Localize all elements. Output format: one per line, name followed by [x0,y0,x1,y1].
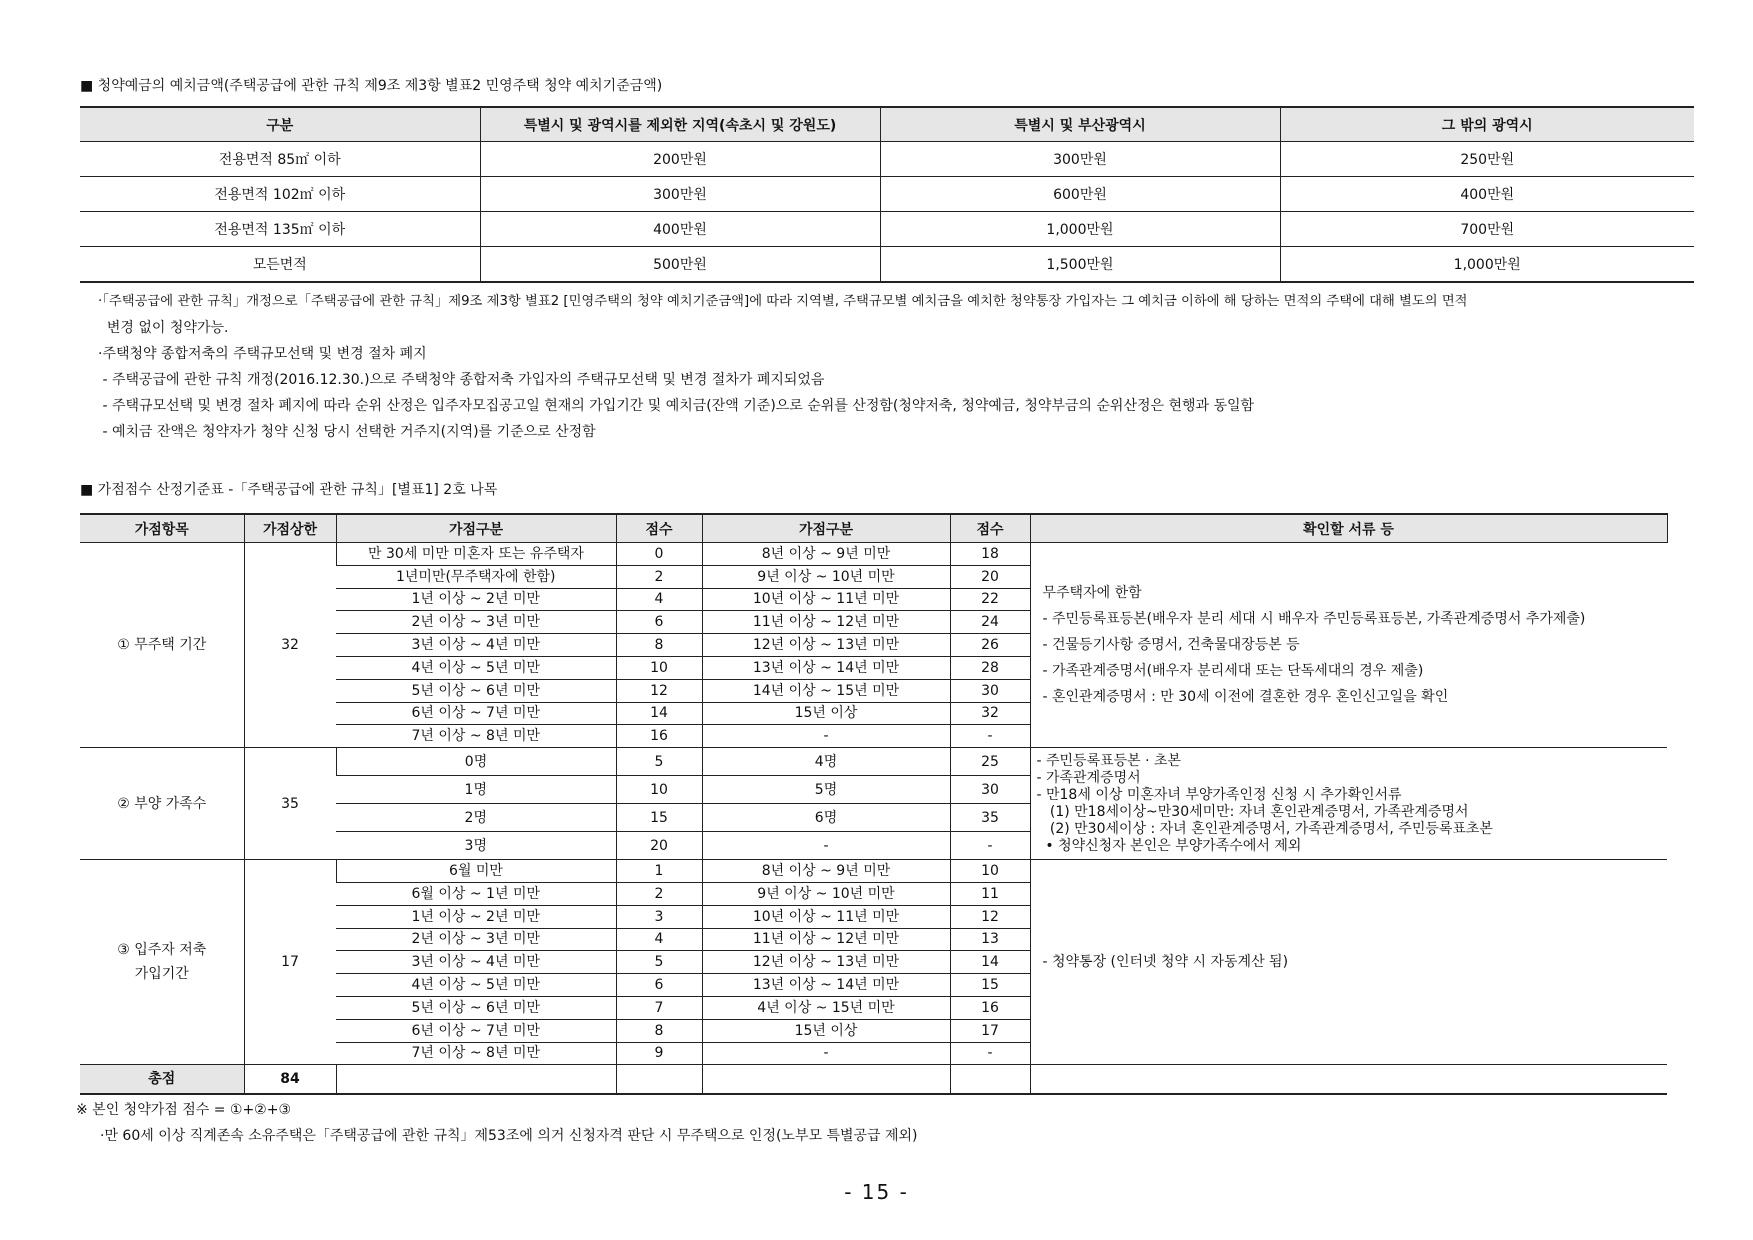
cell: 17 [950,1019,1030,1042]
cell: 1,000만원 [1280,247,1694,283]
cell: 22 [950,588,1030,611]
cell: 16 [616,725,702,748]
cell: 400만원 [480,212,880,247]
header-range-b: 가점구분 [702,514,950,543]
table-row [80,543,1667,566]
cell: 32 [950,702,1030,725]
doc-line: - 가족관계증명서 [1036,769,1141,786]
cell [336,1065,616,1095]
cell: 5명 [702,776,950,804]
cell: 10년 이상 ~ 11년 미만 [702,588,950,611]
cell: 10 [950,860,1030,883]
max-savings-period: 17 [244,860,336,1065]
cell: 11년 이상 ~ 12년 미만 [702,928,950,951]
cell: 500만원 [480,247,880,283]
cell: 15 [950,974,1030,997]
cell: 7년 이상 ~ 8년 미만 [336,725,616,748]
max-no-house-period: 32 [244,543,336,748]
cell: 3 [616,905,702,928]
cell: 4년 이상 ~ 5년 미만 [336,974,616,997]
cell: 300만원 [480,177,880,212]
header-other-regions: 특별시 및 광역시를 제외한 지역(속초시 및 강원도) [480,107,880,142]
header-seoul-busan: 특별시 및 부산광역시 [880,107,1280,142]
doc-line: (2) 만30세이상 : 자녀 혼인관계증명서, 가족관계증명서, 주민등록표초본 [1036,820,1493,837]
cell: 12 [950,905,1030,928]
cell: 5 [616,748,702,776]
item-no-house-period: ① 무주택 기간 [80,543,244,748]
cell: 4년 이상 ~ 15년 미만 [702,996,950,1019]
cell: 13년 이상 ~ 14년 미만 [702,656,950,679]
cell: 9년 이상 ~ 10년 미만 [702,882,950,905]
note-line: 변경 없이 청약가능. [98,320,229,336]
max-dependents: 35 [244,748,336,860]
cell: 20 [950,565,1030,588]
cell: 6명 [702,804,950,832]
cell: 모든면적 [252,257,307,273]
cell: - [702,832,950,860]
total-row [80,1065,1667,1095]
cell: 3명 [336,832,616,860]
cell: 600만원 [880,177,1280,212]
header-docs: 확인할 서류 등 [1030,514,1667,543]
score-table-header [80,514,1667,543]
cell: 12 [616,679,702,702]
cell: 20 [616,832,702,860]
cell: 6 [616,611,702,634]
cell: 7년 이상 ~ 8년 미만 [336,1042,616,1065]
cell: 5년 이상 ~ 6년 미만 [336,679,616,702]
doc-line: - 주민등록표등본 · 초본 [1036,752,1182,769]
cell: 10 [616,656,702,679]
cell: 250만원 [1280,142,1694,177]
cell: 1년 이상 ~ 2년 미만 [336,588,616,611]
header-score-b: 점수 [950,514,1030,543]
page-number: - 15 - [844,1180,909,1204]
cell [1030,1065,1667,1095]
cell: 35 [950,804,1030,832]
cell: 4 [616,588,702,611]
cell: 13 [950,928,1030,951]
cell: 30 [950,679,1030,702]
cell: 5년 이상 ~ 6년 미만 [336,996,616,1019]
cell: 전용면적 135㎡ 이하 [80,212,480,247]
note-line: ·「주택공급에 관한 규칙」개정으로「주택공급에 관한 규칙」제9조 제3항 별표2 [민영주택의 청약 예치기준금액]에 따라 지역별, 주택규모별 예치금을 예치한 청약통장 가입자는 그 예치금 이하에 해 당하는 면적의 주택에 대해 별도의 면적 [98,294,1468,309]
deposit-notes [98,289,1468,445]
deposit-section-title: ■ 청약예금의 예치금액(주택공급에 관한 규칙 제9조 제3항 별표2 민영주택 청약 예치기준금액) [80,78,663,94]
doc-line: - 건물등기사항 증명서, 건축물대장등본 등 [1042,637,1300,654]
total-value: 84 [244,1065,336,1095]
doc-line: - 주민등록표등본(배우자 분리 세대 시 배우자 주민등록표등본, 가족관계증명서 추가제출) [1042,611,1586,628]
cell: 9년 이상 ~ 10년 미만 [702,565,950,588]
cell: 1,000만원 [880,212,1280,247]
note-line: - 예치금 잔액은 청약자가 청약 신청 당시 선택한 거주지(지역)를 기준으로 산정함 [98,424,596,440]
header-score-a: 점수 [616,514,702,543]
doc-line: - 가족관계증명서(배우자 분리세대 또는 단독세대의 경우 제출) [1042,663,1424,680]
cell: - [702,725,950,748]
cell: 8년 이상 ~ 9년 미만 [702,860,950,883]
cell: - [950,832,1030,860]
cell: 3년 이상 ~ 4년 미만 [336,634,616,657]
item-savings-period [80,860,244,1065]
cell: 700만원 [1280,212,1694,247]
cell: 15년 이상 [702,1019,950,1042]
docs-dependents [1030,748,1667,860]
docs-savings-period: - 청약통장 (인터넷 청약 시 자동계산 됨) [1030,860,1667,1065]
cell: 11 [950,882,1030,905]
cell: 6년 이상 ~ 7년 미만 [336,702,616,725]
cell [702,1065,950,1095]
cell: 9 [616,1042,702,1065]
item-savings-line2: 가입기간 [134,966,189,983]
doc-line: 무주택자에 한함 [1042,585,1142,602]
doc-line: - 만18세 이상 미혼자녀 부양가족인정 신청 시 추가확인서류 [1036,786,1402,803]
cell: 28 [950,656,1030,679]
header-category: 구분 [80,107,480,142]
cell: 4명 [702,748,950,776]
note-line: ·주택청약 종합저축의 주택규모선택 및 변경 절차 폐지 [98,346,427,362]
cell: 전용면적 102㎡ 이하 [80,177,480,212]
cell: 12년 이상 ~ 13년 미만 [702,951,950,974]
cell: 8 [616,634,702,657]
cell: 5 [616,951,702,974]
cell: 2 [616,565,702,588]
cell: - [702,1042,950,1065]
cell: 1년 이상 ~ 2년 미만 [336,905,616,928]
item-savings-line1: ③ 입주자 저축 [117,942,207,959]
cell: 0 [616,543,702,566]
cell: - [950,1042,1030,1065]
cell: 14 [950,951,1030,974]
cell: 0명 [336,748,616,776]
doc-line: • 청약신청자 본인은 부양가족수에서 제외 [1036,837,1302,854]
cell: 6년 이상 ~ 7년 미만 [336,1019,616,1042]
cell: 전용면적 85㎡ 이하 [80,142,480,177]
cell: 2명 [336,804,616,832]
score-table [80,513,1668,1095]
cell: 15년 이상 [702,702,950,725]
cell: 만 30세 미만 미혼자 또는 유주택자 [336,543,616,566]
cell [950,1065,1030,1095]
cell: 18 [950,543,1030,566]
header-range-a: 가점구분 [336,514,616,543]
doc-line: (1) 만18세이상~만30세미만: 자녀 혼인관계증명서, 가족관계증명서 [1036,803,1469,820]
table-row [80,212,1694,247]
cell: 30 [950,776,1030,804]
table-row [80,142,1694,177]
cell: 7 [616,996,702,1019]
cell: 6 [616,974,702,997]
cell: 6월 이상 ~ 1년 미만 [336,882,616,905]
cell: 10년 이상 ~ 11년 미만 [702,905,950,928]
score-formula: ※ 본인 청약가점 점수 = ①+②+③ [76,1102,292,1118]
cell: 3년 이상 ~ 4년 미만 [336,951,616,974]
cell: 2 [616,882,702,905]
footer-note: ·만 60세 이상 직계존속 소유주택은「주택공급에 관한 규칙」제53조에 의거 신청자격 판단 시 무주택으로 인정(노부모 특별공급 제외) [100,1128,918,1144]
cell: 24 [950,611,1030,634]
cell: 8년 이상 ~ 9년 미만 [702,543,950,566]
cell: - [950,725,1030,748]
cell: 2년 이상 ~ 3년 미만 [336,611,616,634]
cell: 4년 이상 ~ 5년 미만 [336,656,616,679]
doc-line: - 혼인관계증명서 : 만 30세 이전에 결혼한 경우 혼인신고일을 확인 [1042,689,1449,706]
note-line: - 주택공급에 관한 규칙 개정(2016.12.30.)으로 주택청약 종합저축 가입자의 주택규모선택 및 변경 절차가 폐지되었음 [98,372,825,388]
header-item: 가점항목 [80,514,244,543]
deposit-table [80,106,1694,283]
cell: 6월 미만 [336,860,616,883]
cell: 13년 이상 ~ 14년 미만 [702,974,950,997]
cell: 14년 이상 ~ 15년 미만 [702,679,950,702]
cell: 1명 [336,776,616,804]
cell: 11년 이상 ~ 12년 미만 [702,611,950,634]
cell: 1 [616,860,702,883]
cell: 12년 이상 ~ 13년 미만 [702,634,950,657]
cell: 400만원 [1280,177,1694,212]
total-label: 총점 [80,1065,244,1095]
cell: 1,500만원 [880,247,1280,283]
cell: 10 [616,776,702,804]
cell: 25 [950,748,1030,776]
table-row [80,177,1694,212]
cell: 300만원 [880,142,1280,177]
cell: 14 [616,702,702,725]
header-other-metro: 그 밖의 광역시 [1280,107,1694,142]
cell: 26 [950,634,1030,657]
item-dependents: ② 부양 가족수 [80,748,244,860]
cell: 16 [950,996,1030,1019]
table-row [80,247,1694,283]
cell: 200만원 [480,142,880,177]
table-row [80,748,1667,776]
docs-no-house-period [1030,543,1667,748]
note-line: - 주택규모선택 및 변경 절차 폐지에 따라 순위 산정은 입주자모집공고일 현재의 가입기간 및 예치금(잔액 기준)으로 순위를 산정함(청약저축, 청약예금, 청약부금의 순위산정은 현행과 동일함 [98,398,1255,414]
deposit-table-header [80,107,1694,142]
cell: 8 [616,1019,702,1042]
score-section-title: ■ 가점점수 산정기준표 -「주택공급에 관한 규칙」[별표1] 2호 나목 [80,482,498,498]
cell [616,1065,702,1095]
header-max: 가점상한 [244,514,336,543]
cell: 15 [616,804,702,832]
cell: 4 [616,928,702,951]
table-row [80,860,1667,883]
cell: 1년미만(무주택자에 한함) [336,565,616,588]
cell: 2년 이상 ~ 3년 미만 [336,928,616,951]
